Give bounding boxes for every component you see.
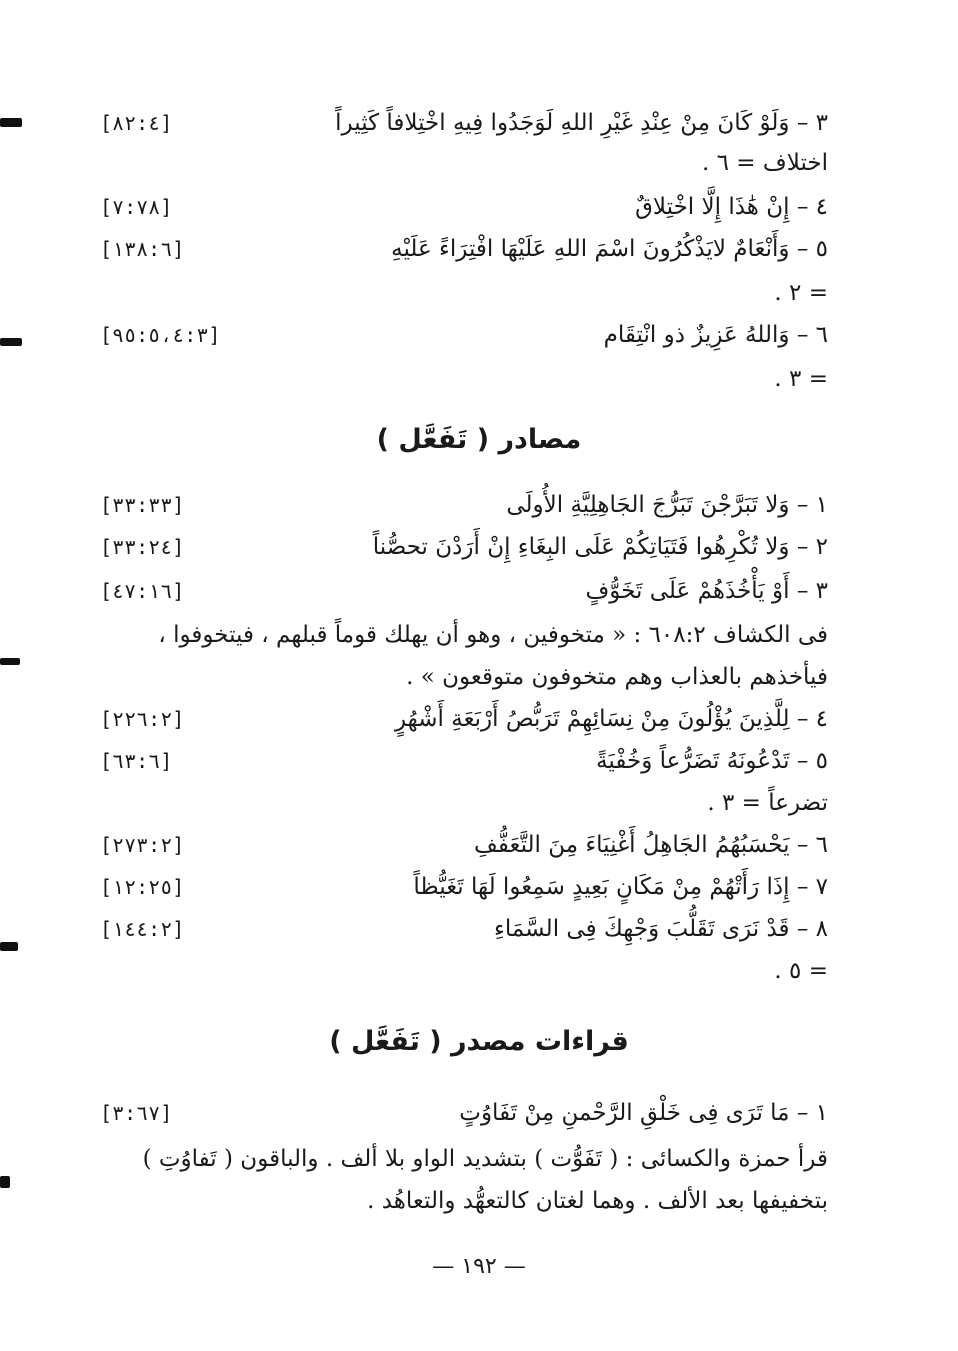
verse-reference: [٤٧:١٦] bbox=[100, 579, 185, 603]
verse-text: ٧ – إِذَا رَأَتْهُمْ مِنْ مَكَانٍ بَعِيدٍ سَمِعُوا لَهَا تَغَيُّظاً bbox=[413, 874, 828, 900]
verse-reference: [١٣٨:٦] bbox=[100, 237, 185, 261]
verse-text: ٤ – إِنْ هَٰذَا إِلَّا اخْتِلاقٌ bbox=[635, 194, 828, 220]
verse-reference: [٦٣:٦] bbox=[100, 749, 173, 773]
verse-text: ٥ – تَدْعُونَهُ تَضَرُّعاً وَخُفْيَةً bbox=[596, 748, 828, 774]
section-heading: قراءات مصدر ( تَفَعَّل ) bbox=[329, 1026, 629, 1057]
verse-line bbox=[100, 572, 828, 610]
verse-reference: [٢٧٣:٢] bbox=[100, 833, 185, 857]
commentary-text: فى الكشاف ٦٠٨:٢ : « متخوفين ، وهو أن يهلك قوماً قبلهم ، فيتخوفوا ، bbox=[158, 622, 828, 648]
verse-line bbox=[100, 1094, 828, 1132]
verse-text: ٢ – وَلا تُكْرِهُوا فَتَيَاتِكُمْ عَلَى البِغَاءِ إِنْ أَرَدْنَ تحصُّناً bbox=[372, 534, 828, 560]
section-heading: مصادر ( تَفَعَّل ) bbox=[376, 424, 582, 455]
verse-line bbox=[100, 700, 828, 738]
note-line bbox=[100, 784, 828, 822]
verse-line bbox=[100, 316, 828, 354]
commentary-text: قرأ حمزة والكسائى : ( تَفَوُّت ) بتشديد الواو بلا ألف . والباقون ( تَفاوُتِ ) bbox=[142, 1146, 828, 1172]
verse-line bbox=[100, 230, 828, 268]
verse-text: ١ – وَلا تَبَرَّجْنَ تَبَرُّجَ الجَاهِلِيَّةِ الأُولَى bbox=[506, 492, 828, 518]
scan-mark bbox=[0, 942, 18, 951]
verse-text: ٣ – وَلَوْ كَانَ مِنْ عِنْدِ غَيْرِ اللهِ لَوَجَدُوا فِيهِ اخْتِلافاً كَثِيراً bbox=[335, 110, 828, 136]
commentary-text: فيأخذهم بالعذاب وهم متخوفون متوقعون » . bbox=[406, 664, 828, 690]
commentary-text: بتخفيفها بعد الألف . وهما لغتان كالتعهُّد والتعاهُد . bbox=[367, 1188, 828, 1214]
note-text: اختلاف = ٦ . bbox=[702, 150, 828, 176]
commentary-line bbox=[100, 616, 828, 654]
note-line bbox=[100, 144, 828, 182]
verse-text: ٦ – وَاللهُ عَزِيزٌ ذو انْتِقَام bbox=[603, 322, 828, 348]
verse-line bbox=[100, 910, 828, 948]
commentary-line bbox=[100, 1182, 828, 1220]
scan-mark bbox=[0, 658, 20, 665]
scan-mark bbox=[0, 1176, 10, 1188]
verse-line bbox=[100, 188, 828, 226]
verse-text: ١ – مَا تَرَى فِى خَلْقِ الرَّحْمنِ مِنْ تَفَاوُتٍ bbox=[459, 1100, 828, 1126]
note-text: = ٥ . bbox=[774, 958, 828, 984]
commentary-line bbox=[100, 1140, 828, 1178]
verse-reference: [٣٣:٢٤] bbox=[100, 535, 185, 559]
note-text: = ٣ . bbox=[774, 366, 828, 392]
verse-text: ٤ – لِلَّذِينَ يُؤْلُونَ مِنْ نِسَائِهِمْ تَرَبُّصُ أَرْبَعَةِ أَشْهُرٍ bbox=[394, 706, 828, 732]
verse-line bbox=[100, 826, 828, 864]
verse-reference: [٢٢٦:٢] bbox=[100, 707, 185, 731]
note-text: = ٢ . bbox=[774, 280, 828, 306]
note-text: تضرعاً = ٣ . bbox=[707, 790, 828, 816]
verse-reference: [١٤٤:٢] bbox=[100, 917, 185, 941]
scan-mark bbox=[0, 118, 22, 127]
verse-reference: [٣:٦٧] bbox=[100, 1101, 173, 1125]
verse-text: ٦ – يَحْسَبُهُمُ الجَاهِلُ أَغْنِيَاءَ مِنَ التَّعَفُّفِ bbox=[474, 832, 828, 858]
note-line bbox=[100, 274, 828, 312]
verse-line bbox=[100, 486, 828, 524]
verse-line bbox=[100, 742, 828, 780]
commentary-line bbox=[100, 658, 828, 696]
verse-text: ٥ – وَأَنْعَامٌ لايَذْكُرُونَ اسْمَ اللهِ عَلَيْهَا افْتِرَاءً عَلَيْهِ bbox=[391, 236, 828, 262]
scan-mark bbox=[0, 338, 22, 346]
verse-line bbox=[100, 528, 828, 566]
verse-text: ٨ – قَدْ نَرَى تَقَلُّبَ وَجْهِكَ فِى السَّمَاءِ bbox=[494, 916, 828, 942]
page-number: — ١٩٢ — bbox=[432, 1254, 526, 1279]
note-line bbox=[100, 360, 828, 398]
verse-reference: [٩٥:٥،٤:٣] bbox=[100, 323, 221, 347]
verse-text: ٣ – أَوْ يَأْخُذَهُمْ عَلَى تَخَوُّفٍ bbox=[585, 578, 828, 604]
note-line bbox=[100, 952, 828, 990]
verse-line bbox=[100, 868, 828, 906]
verse-line bbox=[100, 104, 828, 142]
verse-reference: [١٢:٢٥] bbox=[100, 875, 185, 899]
verse-reference: [٣٣:٣٣] bbox=[100, 493, 185, 517]
verse-reference: [٧:٧٨] bbox=[100, 195, 173, 219]
verse-reference: [٨٢:٤] bbox=[100, 111, 173, 135]
